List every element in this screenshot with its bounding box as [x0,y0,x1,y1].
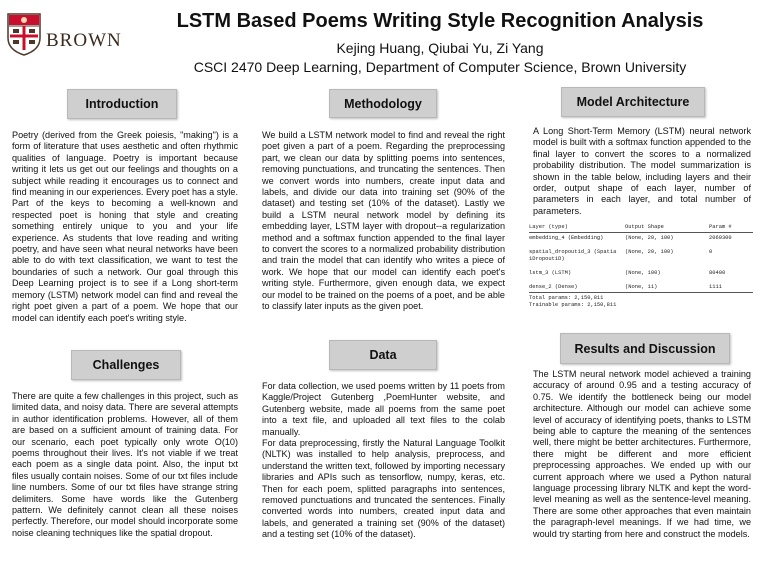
methodology-body: We build a LSTM network model to find and reveal the right poet given a part of a poem. Regarding the preprocessing part, we clean our data by splitting poems into sentences, removing punctuations, and truncating the sentences. Then we convert words into numbers, create input data and labels, and divide our data into training set (90% of the dataset) and testing set (10% of the dataset). Lastly we build a LSTM neural network model by defining its embedding layer, LSTM layer with dropout--a regularization method and a softmax function appended to the final layer to convert the scores to a normalized probability distribution and train the model that can identify who writes a piece of work. We hope that our model can identify each poet's writing style. Furthermore, given enough data, we expect our model to be trained on the poems of a poet, and be able to classify later inputs as the given poet. [262,130,505,312]
results-body: The LSTM neural network model achieved a training accuracy of around 0.95 and a testing accuracy of 0.75. We identify the bottleneck being our model architecture. Although our model can achieve some level of accuracy of identifying poets, thanks to LSTM being able to capture the meaning of the sentences well, there might be better architectures. Furthermore, there might be different and more efficient preprocessing approaches. We ended up with our current approach where we used a Python natural language processing library NLTK and kept the word-level meaning as well as the sentence-level meaning. There are some other approaches that even maintain the paragraph-level meanings. If we had time, we would try starting from here and construct the models. [533,369,751,539]
table-header-output-shape: Output Shape [625,224,664,230]
table-cell-output-shape: (None, 11) [625,284,658,290]
table-cell-params: 0 [709,249,713,255]
poster-affiliation: CSCI 2470 Deep Learning, Department of Computer Science, Brown University [193,59,687,75]
table-header-params: Param # [709,224,732,230]
table-cell-params: 1111 [709,284,722,290]
table-header-layer: Layer (type) [529,224,568,230]
table-divider [529,292,753,293]
introduction-body: Poetry (derived from the Greek poiesis, "making") is a form of literature that uses aesthetic and often rhythmic qualities of language. Poetry is important because writing it lets us get out our feelings and thoughts on a subject while reading it encourages us to connect and find meaning in our experiences. Every poet has a style. Part of the keys to becoming a well-known and respected poet is honing that style and creating something entirely unique to you and your life experience. As students that love reading and writing poetry, and have seen what neural networks have been able to do with text classification, we want to test the boundaries of such a network. Our goal through this Deep Learning project is to see if a Long short-term memory (LSTM) network model can find and reveal the right poet given a part of a poem. We hope that our model can identify each poet's writing style. [12,130,238,323]
table-cell-layer: spatial_dropout1d_3 (Spatia 1Dropout1D) [529,249,617,262]
table-cell-output-shape: (None, 100) [625,270,661,276]
methodology-heading: Methodology [329,89,437,118]
introduction-heading: Introduction [67,89,177,119]
brown-logo [6,12,130,70]
table-cell-params: 2069300 [709,235,732,241]
model-architecture-heading: Model Architecture [561,87,705,117]
data-paragraph-2: For data preprocessing, firstly the Natural Language Toolkit (NLTK) was installed to help analysis, preprocess, and understand the written text, followed by importing necessary libraries and APIs such as tensorflow, numpy, keras, etc. Then for each poem, splitted paragraphs into sentences, removed punctuations and truncated the sentences. Finally converted words into numbers, created input data and labels, and generated a training set (90% of the dataset) and a testing set (10% of the dataset). [262,438,505,540]
table-divider [529,232,753,233]
brown-wordmark: BROWN [46,30,122,51]
challenges-heading: Challenges [71,350,181,380]
table-row [529,270,753,277]
table-cell-output-shape: (None, 20, 100) [625,249,674,255]
table-row [529,235,753,242]
table-row [529,284,753,291]
model-architecture-body: A Long Short-Term Memory (LSTM) neural network model is built with a softmax function appended to the final layer to convert the scores to a normalized probability distribution. The model summarization is shown in the table below, including layers and their order, output shape of each layer, number of parameters in each layer, and total number of parameters. [533,126,751,216]
table-total-params: Total params: 2,150,811 [529,295,604,301]
data-paragraph-1: For data collection, we used poems written by 11 poets from Kaggle/Project Gutenberg ,PoemHunter website, and Gutenberg website, made all poems from the same poet into a text file, and uploaded all text files to the colab manually. [262,381,505,437]
poster-authors: Kejing Huang, Qiubai Yu, Zi Yang [336,40,544,56]
table-row [529,249,753,263]
table-cell-layer: dense_2 (Dense) [529,284,578,290]
poster-title: LSTM Based Poems Writing Style Recognition Analysis [176,10,704,32]
table-cell-params: 80400 [709,270,726,276]
table-cell-output-shape: (None, 20, 100) [625,235,674,241]
table-trainable-params: Trainable params: 2,150,811 [529,302,617,308]
table-header-row [529,224,753,231]
model-summary-table [529,224,753,328]
results-heading: Results and Discussion [560,333,730,364]
brown-shield-icon [6,12,42,56]
data-heading: Data [329,340,437,370]
table-cell-layer: embedding_4 (Embedding) [529,235,604,241]
challenges-body: There are quite a few challenges in this project, such as limited data, and noisy data. There are several attempts in author identification problems. However, all of them are based on a sufficient amount of training data. For our scenario, each poet typically only wrote O(10) poems throughout their lives. It's not viable if we treat each poem as a single data point. Also, the input txt files usually contain noises. Some of our txt files include line numbers. Some of our txt files have strange string delimiters. Some have words like the Gutenberg pattern. We definitely cannot clean all these noises perfectly. Therefore, our model should incorporate some noise cleaning techniques like the spatial dropout. [12,391,238,538]
data-body [262,381,505,541]
table-cell-layer: lstm_3 (LSTM) [529,270,572,276]
